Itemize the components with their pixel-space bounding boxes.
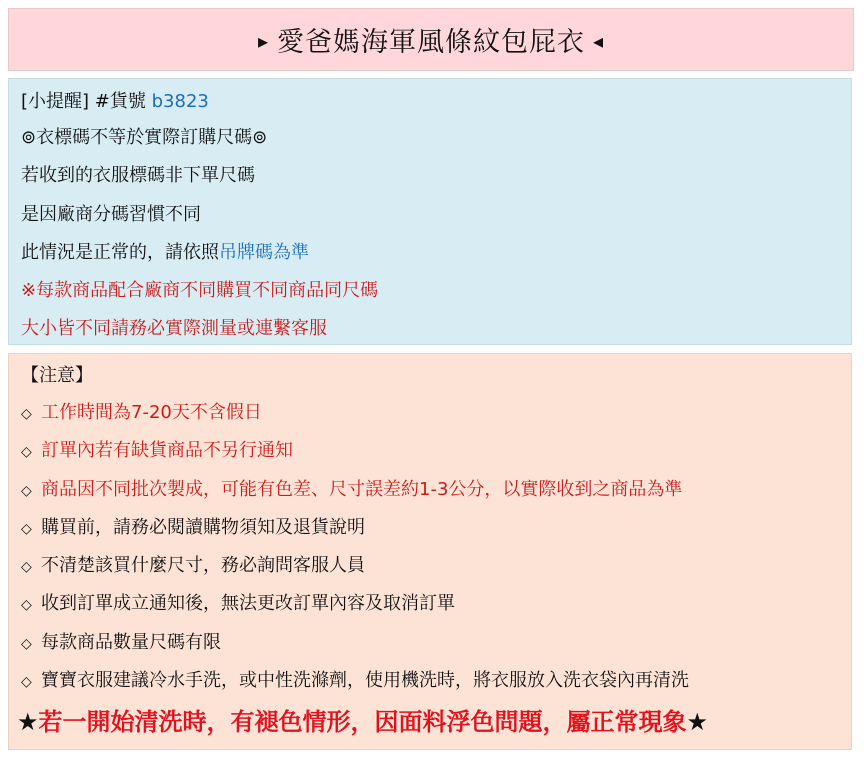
attention-item-text: 工作時間為7-20天不含假日 [41, 402, 262, 423]
diamond-bullet-icon: ◇ [21, 520, 32, 537]
reminder-line-6: 大小皆不同請務必實際測量或連繫客服 [21, 318, 327, 340]
attention-item [21, 394, 851, 432]
triangle-left-icon: ◂ [593, 28, 605, 53]
attention-item-text: 不清楚該買什麼尺寸，務必詢問客服人員 [41, 555, 365, 577]
reminder-line-3: 是因廠商分碼習慣不同 [21, 203, 201, 225]
attention-item [21, 471, 851, 509]
reminder-panel [8, 78, 852, 345]
attention-heading: 【注意】 [21, 365, 93, 386]
reminder-header [21, 85, 851, 119]
attention-item-text: 每款商品數量尺碼有限 [41, 631, 221, 653]
diamond-bullet-icon: ◇ [21, 597, 32, 614]
attention-item [21, 432, 851, 470]
attention-item [21, 624, 851, 662]
star-icon: ★ [686, 708, 709, 737]
diamond-bullet-icon: ◇ [21, 674, 32, 691]
diamond-bullet-icon: ◇ [21, 482, 32, 499]
diamond-bullet-icon: ◇ [21, 559, 32, 576]
wash-warning [17, 702, 851, 742]
triangle-right-icon: ▸ [257, 28, 269, 53]
diamond-bullet-icon: ◇ [21, 444, 32, 461]
attention-item-text: 寶寶衣服建議冷水手洗，或中性洗滌劑，使用機洗時，將衣服放入洗衣袋內再清洗 [41, 670, 689, 692]
reminder-line-4 [21, 234, 851, 272]
reminder-tag: [小提醒] [21, 91, 90, 112]
attention-panel [8, 353, 852, 750]
tag-size-highlight: 吊牌碼為準 [219, 241, 309, 263]
attention-list [21, 394, 851, 700]
attention-item-text: 商品因不同批次製成，可能有色差、尺寸誤差約1-3公分，以實際收到之商品為準 [41, 478, 683, 500]
item-number: b3823 [151, 91, 209, 112]
attention-item-text: 購買前，請務必閱讀購物須知及退貨說明 [41, 516, 365, 538]
attention-item-text: 訂單內若有缺貨商品不另行通知 [41, 440, 293, 462]
reminder-line-1: ⊚衣標碼不等於實際訂購尺碼⊚ [21, 127, 268, 148]
reminder-line-4-prefix: 此情況是正常的，請依照 [21, 241, 219, 263]
attention-item [21, 547, 851, 585]
attention-item [21, 662, 851, 700]
reminder-line-5: ※每款商品配合廠商不同購買不同商品同尺碼 [21, 280, 379, 302]
diamond-bullet-icon: ◇ [21, 635, 32, 652]
attention-item-text: 收到訂單成立通知後，無法更改訂單內容及取消訂單 [41, 593, 455, 615]
reminder-line-2: 若收到的衣服標碼非下單尺碼 [21, 165, 255, 187]
title-banner [8, 8, 854, 71]
diamond-bullet-icon: ◇ [21, 406, 32, 422]
item-label: #貨號 [94, 91, 146, 112]
attention-item [21, 509, 851, 547]
attention-item [21, 585, 851, 623]
star-icon: ★ [17, 708, 39, 737]
page-title: 愛爸媽海軍風條紋包屁衣 [277, 27, 585, 58]
wash-warning-text: 若一開始清洗時，有褪色情形，因面料浮色問題，屬正常現象 [38, 708, 687, 737]
